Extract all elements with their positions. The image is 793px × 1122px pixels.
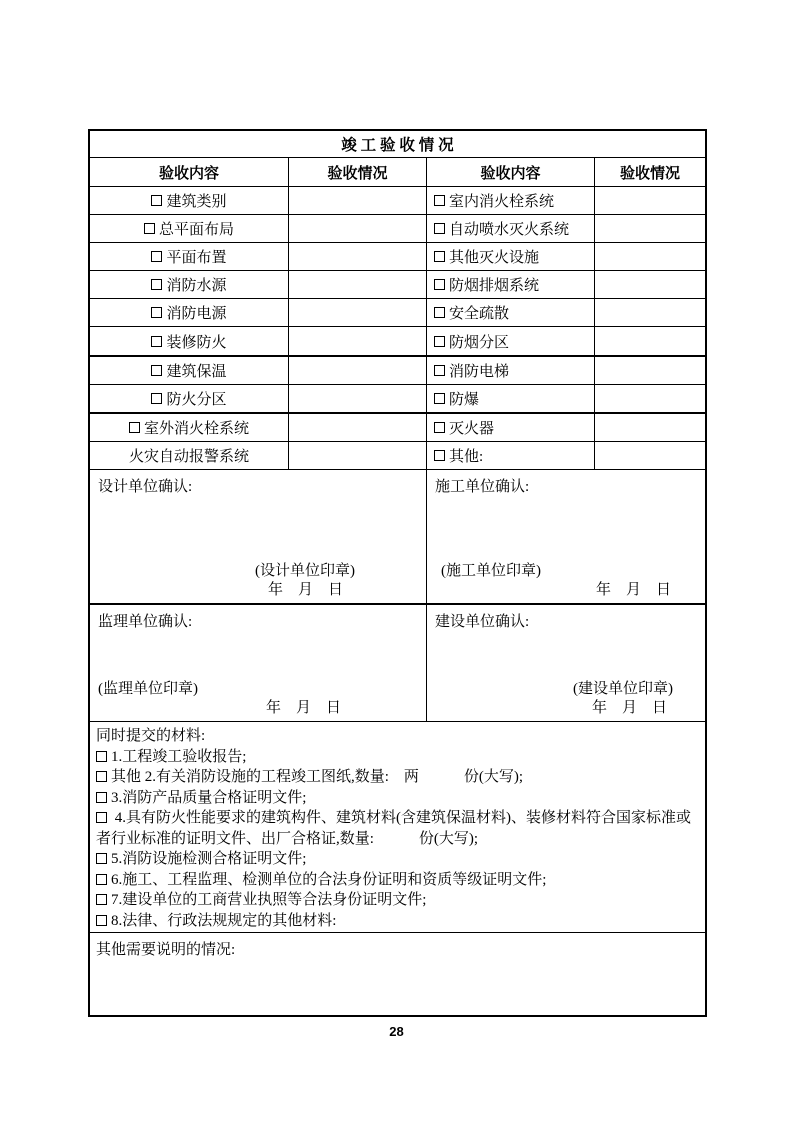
status-cell [594, 243, 705, 270]
material-item-label: 3.消防产品质量合格证明文件; [111, 789, 307, 806]
acceptance-item-label: 防烟排烟系统 [449, 278, 540, 295]
checkbox-icon[interactable] [96, 874, 107, 885]
checkbox-icon[interactable] [96, 812, 107, 823]
acceptance-item-label: 灭火器 [449, 420, 495, 437]
acceptance-item-cell [426, 442, 594, 469]
confirmation-row-top [90, 469, 705, 603]
status-cell [288, 271, 426, 298]
table-row [90, 242, 705, 270]
page-number: 28 [389, 1024, 404, 1039]
acceptance-item-label: 安全疏散 [449, 306, 510, 323]
checkbox-icon[interactable] [151, 393, 162, 404]
acceptance-item-label: 防烟分区 [449, 334, 510, 351]
acceptance-item-label: 防爆 [449, 391, 480, 408]
acceptance-item-cell [90, 271, 288, 298]
checkbox-icon[interactable] [151, 279, 162, 290]
acceptance-item-cell [426, 243, 594, 270]
header-cell-content-right: 验收内容 [426, 158, 594, 186]
status-cell [288, 385, 426, 412]
checkbox-icon[interactable] [434, 251, 445, 262]
material-item-label: 5.消防设施检测合格证明文件; [111, 851, 307, 867]
checkbox-icon[interactable] [151, 307, 162, 318]
acceptance-item-label: 消防电源 [166, 306, 227, 323]
acceptance-item-cell [426, 215, 594, 242]
other-notes-section [90, 932, 705, 1015]
client-seal-placeholder: (建设单位印章) [573, 681, 673, 697]
checkbox-icon[interactable] [96, 771, 107, 782]
design-date-line: 年 月 日 [267, 582, 343, 598]
material-item [96, 870, 699, 891]
table-row [90, 270, 705, 298]
checkbox-icon[interactable] [96, 894, 107, 905]
acceptance-item-cell [90, 327, 288, 354]
confirmation-title: 施工单位确认: [435, 479, 530, 495]
design-unit-confirmation [90, 470, 426, 603]
status-cell [594, 357, 705, 384]
acceptance-item-cell [90, 187, 288, 214]
acceptance-item-label: 防火分区 [166, 391, 227, 408]
status-cell [594, 215, 705, 242]
status-cell [594, 414, 705, 441]
status-cell [288, 357, 426, 384]
confirmation-row-bottom [90, 603, 705, 721]
acceptance-item-label: 总平面布局 [158, 222, 234, 239]
acceptance-item-cell [90, 299, 288, 326]
checkbox-icon[interactable] [151, 195, 162, 206]
acceptance-item-cell [426, 271, 594, 298]
acceptance-item-label: 其他灭火设施 [449, 250, 540, 267]
checkbox-icon[interactable] [129, 422, 140, 433]
material-item-label: 4.具有防火性能要求的建筑构件、建筑材料(含建筑保温材料)、装修材料符合国家标准或者行业标准的证明文件、出厂合格证,数量: 份(大写); [96, 810, 691, 847]
acceptance-item-label: 消防电梯 [449, 363, 510, 380]
status-cell [288, 215, 426, 242]
status-cell [288, 243, 426, 270]
material-item [96, 890, 699, 911]
table-row [90, 214, 705, 242]
table-row [90, 441, 705, 469]
status-cell [288, 414, 426, 441]
acceptance-item-label: 建筑保温 [166, 363, 227, 380]
acceptance-item-label: 室内消火栓系统 [449, 194, 555, 211]
material-item-label: 其他 2.有关消防设施的工程竣工图纸,数量: 两 份(大写); [111, 769, 524, 785]
checkbox-icon[interactable] [96, 751, 107, 762]
form-title: 竣 工 验 收 情 况 [341, 137, 454, 154]
supervision-seal-placeholder: (监理单位印章) [98, 681, 198, 697]
checkbox-icon[interactable] [434, 195, 445, 206]
checkbox-icon[interactable] [151, 365, 162, 376]
other-notes-heading: 其他需要说明的情况: [96, 942, 236, 958]
construction-seal-placeholder: (施工单位印章) [441, 563, 541, 579]
status-cell [594, 187, 705, 214]
checkbox-icon[interactable] [151, 251, 162, 262]
material-item [96, 747, 699, 768]
acceptance-item-cell [90, 215, 288, 242]
header-cell-content-left: 验收内容 [158, 165, 219, 182]
acceptance-item-cell [426, 414, 594, 441]
material-item [96, 808, 699, 849]
checkbox-icon[interactable] [434, 307, 445, 318]
client-unit-confirmation [426, 605, 705, 721]
status-cell [594, 299, 705, 326]
header-cell-status-right: 验收情况 [594, 158, 705, 186]
acceptance-item-cell [426, 187, 594, 214]
acceptance-item-label: 消防水源 [166, 278, 227, 295]
acceptance-item-cell [90, 385, 288, 412]
acceptance-item-cell [426, 327, 594, 354]
table-row [90, 412, 705, 441]
acceptance-item-cell [90, 442, 288, 469]
acceptance-item-cell [426, 385, 594, 412]
status-cell [594, 385, 705, 412]
acceptance-item-cell [426, 299, 594, 326]
acceptance-item-cell [90, 414, 288, 441]
material-item [96, 911, 699, 932]
checkbox-icon[interactable] [434, 422, 445, 433]
checkbox-icon[interactable] [96, 853, 107, 864]
completion-acceptance-form [88, 129, 707, 1017]
acceptance-rows [90, 186, 705, 469]
checkbox-icon[interactable] [434, 279, 445, 290]
status-cell [594, 271, 705, 298]
checkbox-icon[interactable] [96, 792, 107, 803]
acceptance-item-label: 装修防火 [166, 334, 227, 351]
confirmation-title: 监理单位确认: [98, 614, 193, 630]
table-row [90, 384, 705, 412]
status-cell [594, 442, 705, 469]
confirmation-title: 设计单位确认: [98, 479, 193, 495]
design-seal-placeholder: (设计单位印章) [255, 563, 355, 579]
table-header-row [90, 157, 705, 186]
material-item-label: 8.法律、行政法规规定的其他材料: [111, 912, 337, 929]
material-item [96, 849, 699, 870]
construction-unit-confirmation [426, 470, 705, 603]
checkbox-icon[interactable] [434, 450, 445, 461]
checkbox-icon[interactable] [434, 223, 445, 234]
header-cell-status-left: 验收情况 [288, 158, 426, 186]
table-row [90, 298, 705, 326]
acceptance-item-label: 其他: [449, 448, 484, 465]
materials-heading: 同时提交的材料: [96, 728, 206, 744]
checkbox-icon[interactable] [96, 915, 107, 926]
checkbox-icon[interactable] [151, 336, 162, 347]
submitted-materials-section [90, 721, 705, 932]
material-item-label: 1.工程竣工验收报告; [111, 748, 247, 765]
checkbox-icon[interactable] [434, 336, 445, 347]
table-row [90, 326, 705, 354]
material-item-label: 6.施工、工程监理、检测单位的合法身份证明和资质等级证明文件; [111, 871, 547, 888]
acceptance-item-cell [90, 357, 288, 384]
status-cell [288, 299, 426, 326]
supervision-date-line: 年 月 日 [265, 700, 341, 716]
acceptance-item-label: 平面布置 [166, 250, 227, 267]
table-row [90, 355, 705, 384]
status-cell [594, 327, 705, 354]
construction-date-line: 年 月 日 [595, 582, 671, 598]
material-item [96, 788, 699, 809]
status-cell [288, 327, 426, 354]
table-row [90, 186, 705, 214]
confirmation-title: 建设单位确认: [435, 614, 530, 630]
supervision-unit-confirmation [90, 605, 426, 721]
acceptance-item-cell [90, 243, 288, 270]
acceptance-item-cell [426, 357, 594, 384]
acceptance-item-label: 自动喷水灭火系统 [449, 222, 570, 239]
acceptance-item-label: 火灾自动报警系统 [128, 448, 249, 465]
material-item-label: 7.建设单位的工商营业执照等合法身份证明文件; [111, 892, 427, 908]
acceptance-item-label: 室外消火栓系统 [143, 420, 249, 437]
status-cell [288, 442, 426, 469]
material-item [96, 767, 699, 788]
checkbox-icon[interactable] [144, 223, 155, 234]
status-cell [288, 187, 426, 214]
acceptance-item-label: 建筑类别 [166, 194, 227, 211]
client-date-line: 年 月 日 [591, 700, 667, 716]
checkbox-icon[interactable] [434, 393, 445, 404]
checkbox-icon[interactable] [434, 365, 445, 376]
